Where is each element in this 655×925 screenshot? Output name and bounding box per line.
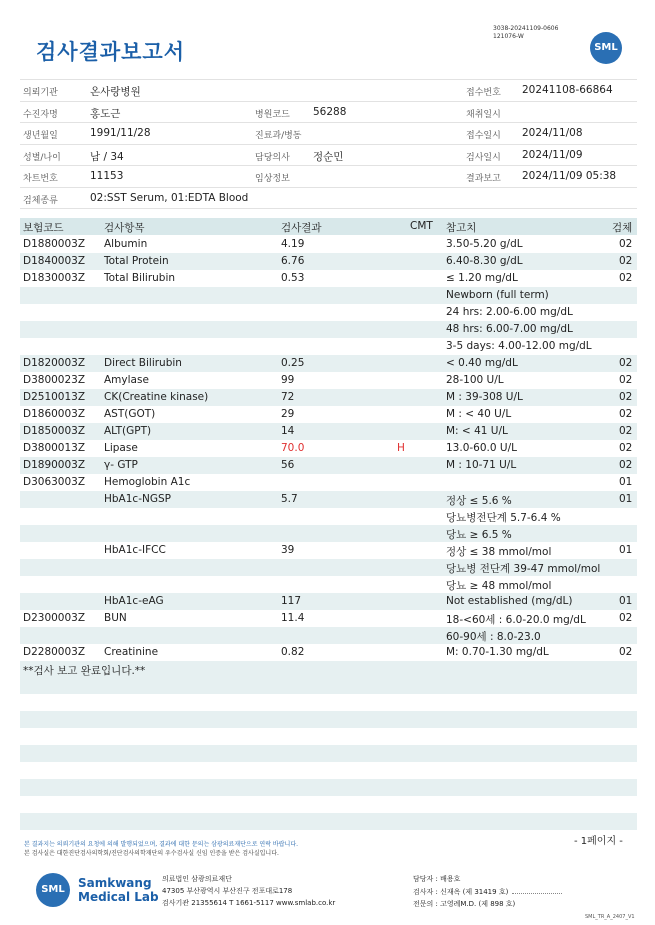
cell-ref: M : 10-71 U/L [446,459,517,471]
cell-ref: 당뇨병전단계 5.7-6.4 % [446,512,561,524]
cell-ref: M: 0.70-1.30 mg/dL [446,646,549,658]
info-label: 의뢰기관 [23,88,58,98]
cell-ref: 18-<60세 : 6.0-20.0 mg/dL [446,614,586,626]
cell-result: 14 [281,425,295,437]
cell-ref: M : < 40 U/L [446,408,512,420]
cell-code: D1840003Z [23,255,86,267]
cell-sp: 02 [619,442,633,454]
cell-sp: 02 [619,646,633,658]
info-label: 임상정보 [255,174,290,184]
form-code: SML_TR_A_2407_V1 [585,914,635,920]
cell-code: D3800023Z [23,374,86,386]
results-header [20,218,637,235]
cell-sp: 02 [619,459,633,471]
cell-sp: 02 [619,408,633,420]
cell-name: γ- GTP [104,459,138,471]
table-row [20,321,637,338]
cell-code: D1850003Z [23,425,86,437]
info-row [20,79,637,101]
document-id: 3038-20241109-0606 121076-W [493,25,559,40]
cell-ref: Not established (mg/dL) [446,595,573,607]
empty-row [20,813,637,830]
info-label: 진료과/병동 [255,131,302,141]
cell-sp: 02 [619,612,633,624]
cell-sp: 02 [619,238,633,250]
cell-sp: 02 [619,391,633,403]
info-value: 온사랑병원 [90,86,141,98]
table-row [20,304,637,321]
cell-code: D1890003Z [23,459,86,471]
info-row [20,144,637,166]
cell-name: AST(GOT) [104,408,156,420]
cell-result: 117 [281,595,302,607]
cell-code: D1820003Z [23,357,86,369]
info-value: 20241108-66864 [522,84,613,96]
cell-ref: ≤ 1.20 mg/dL [446,272,518,284]
cell-result: 4.19 [281,238,305,250]
cell-sp: 01 [619,493,633,505]
table-row [20,576,637,593]
info-value: 남 / 34 [90,150,124,163]
empty-row [20,796,637,813]
cell-result: 5.7 [281,493,298,505]
table-row [20,355,637,372]
info-label: 차트번호 [23,174,58,184]
table-row [20,491,637,508]
info-row [20,187,637,210]
results-table [20,236,637,678]
empty-row [20,728,637,745]
empty-row [20,677,637,694]
info-label: 검체종류 [23,195,58,206]
cell-ref: 당뇨 ≥ 6.5 % [446,529,512,541]
cell-ref: M: < 41 U/L [446,425,508,437]
table-row [20,610,637,627]
cell-name: HbA1c-IFCC [104,544,166,556]
info-value: 2024/11/08 [522,127,583,139]
cell-code: D3800013Z [23,442,86,454]
cell-result: 56 [281,459,295,471]
col-specimen: 검체 [612,222,633,234]
cell-code: D1830003Z [23,272,86,284]
info-value: 02:SST Serum, 01:EDTA Blood [90,191,249,204]
table-row [20,389,637,406]
cell-ref: < 0.40 mg/dL [446,357,518,369]
cell-name: ALT(GPT) [104,425,152,437]
cell-name: Lipase [104,442,138,454]
cell-ref: 당뇨병 전단계 39-47 mmol/mol [446,563,601,575]
info-value: 11153 [90,170,124,182]
table-row [20,406,637,423]
col-name: 검사항목 [104,222,145,234]
table-row [20,644,637,661]
cell-sp: 02 [619,357,633,369]
empty-row [20,660,637,677]
col-code: 보험코드 [23,222,64,234]
cell-name: Creatinine [104,646,159,658]
col-cmt: CMT [410,220,433,232]
info-value: 정순민 [313,150,344,163]
empty-row [20,711,637,728]
info-value: 1991/11/28 [90,127,151,139]
cell-sp: 01 [619,476,633,488]
cell-ref: 정상 ≤ 38 mmol/mol [446,546,552,558]
info-row [20,122,637,144]
cell-result: 0.25 [281,357,305,369]
cell-ref: 3-5 days: 4.00-12.00 mg/dL [446,340,592,352]
table-row [20,372,637,389]
cell-result: 72 [281,391,295,403]
empty-row [20,745,637,762]
info-value: 56288 [313,105,347,118]
table-row [20,474,637,491]
empty-rows [20,660,637,830]
cell-result: 0.53 [281,272,305,284]
patient-info [20,79,637,209]
cell-cmt: H [397,442,405,454]
info-label: 검사일시 [466,152,501,163]
cell-ref: 13.0-60.0 U/L [446,442,517,454]
cell-sp: 02 [619,272,633,284]
info-label: 병원코드 [255,109,290,120]
table-row [20,593,637,610]
cell-code: D3063003Z [23,476,86,488]
cell-result: 0.82 [281,646,305,658]
info-label: 성별/나이 [23,152,61,163]
cell-ref: 24 hrs: 2.00-6.00 mg/dL [446,306,573,318]
cell-ref: 3.50-5.20 g/dL [446,238,523,250]
info-row [20,165,637,187]
cell-result: 39 [281,544,295,556]
info-row [20,101,637,123]
cell-sp: 01 [619,544,633,556]
cell-result: 11.4 [281,612,305,624]
info-label: 채취일시 [466,109,501,120]
cell-name: Albumin [104,238,148,250]
cell-name: Direct Bilirubin [104,357,182,369]
cell-name: HbA1c-NGSP [104,493,171,505]
cell-code: D2300003Z [23,612,86,624]
info-label: 수진자명 [23,109,58,120]
table-row [20,542,637,559]
cell-name: BUN [104,612,127,624]
info-value: 2024/11/09 05:38 [522,170,617,182]
cell-code: D2280003Z [23,646,86,658]
cell-code: D1860003Z [23,408,86,420]
signature [512,885,562,894]
cell-ref: 6.40-8.30 g/dL [446,255,523,267]
empty-row [20,779,637,796]
cell-ref: 당뇨 ≥ 48 mmol/mol [446,580,552,592]
page-title: 검사결과보고서 [36,40,186,64]
cell-name: HbA1c-eAG [104,595,164,607]
empty-row [20,762,637,779]
cell-name: Amylase [104,374,149,386]
cell-ref: 60-90세 : 8.0-23.0 [446,631,541,643]
table-row [20,440,637,457]
cell-code: D2510013Z [23,391,86,403]
table-row [20,338,637,355]
footer-staff: 담당자 : 배용호 검사자 : 신재옥 (제 31419 호) 전문의 : 고영례M.D. (제 898 호) [413,873,562,910]
table-row [20,627,637,644]
table-row [20,559,637,576]
footer-note: 본 결과지는 의뢰기관의 요청에 의해 발행되었으며, 결과에 대한 문의는 삼광의료재단으로 연락 바랍니다. 본 검사실은 대한진단검사의학회/진단검사의학재단의 우수검사실 신임 인증을 받은 검사실입니다. [24,841,299,857]
cell-sp: 02 [619,425,633,437]
table-row [20,423,637,440]
info-label: 접수번호 [466,88,501,98]
sml-logo: SML [590,32,622,64]
table-row [20,457,637,474]
cell-code: **검사 보고 완료입니다.** [23,665,146,677]
info-label: 생년월일 [23,131,58,141]
cell-result: 99 [281,374,295,386]
table-row [20,525,637,542]
cell-ref: 48 hrs: 6.00-7.00 mg/dL [446,323,573,335]
cell-ref: Newborn (full term) [446,289,549,301]
col-ref: 참고치 [446,222,477,234]
table-row [20,270,637,287]
empty-row [20,694,637,711]
info-value: 홍도근 [90,107,121,120]
table-row [20,253,637,270]
col-result: 검사결과 [281,222,322,234]
cell-sp: 02 [619,374,633,386]
cell-sp: 02 [619,255,633,267]
sml-logo-footer: SML [36,873,70,907]
info-label: 담당의사 [255,152,290,163]
table-row [20,508,637,525]
cell-ref: 28-100 U/L [446,374,504,386]
cell-result: 70.0 [281,442,305,454]
cell-name: Total Bilirubin [104,272,176,284]
info-label: 접수일시 [466,131,501,141]
cell-ref: 정상 ≤ 5.6 % [446,495,512,507]
cell-result: 6.76 [281,255,305,267]
cell-code: D1880003Z [23,238,86,250]
cell-sp: 01 [619,595,633,607]
cell-name: Hemoglobin A1c [104,476,191,488]
page-number: - 1페이지 - [574,836,623,847]
info-value: 2024/11/09 [522,148,583,161]
info-label: 결과보고 [466,174,501,184]
cell-name: CK(Creatine kinase) [104,391,209,403]
cell-ref: M : 39-308 U/L [446,391,523,403]
cell-name: Total Protein [104,255,169,267]
footer-address: 의료법인 삼광의료재단 47305 부산광역시 부산진구 전포대로178 검사기관 21355614 T 1661-5117 www.smlab.co.kr [162,875,336,907]
table-row [20,236,637,253]
table-row [20,287,637,304]
cell-result: 29 [281,408,295,420]
